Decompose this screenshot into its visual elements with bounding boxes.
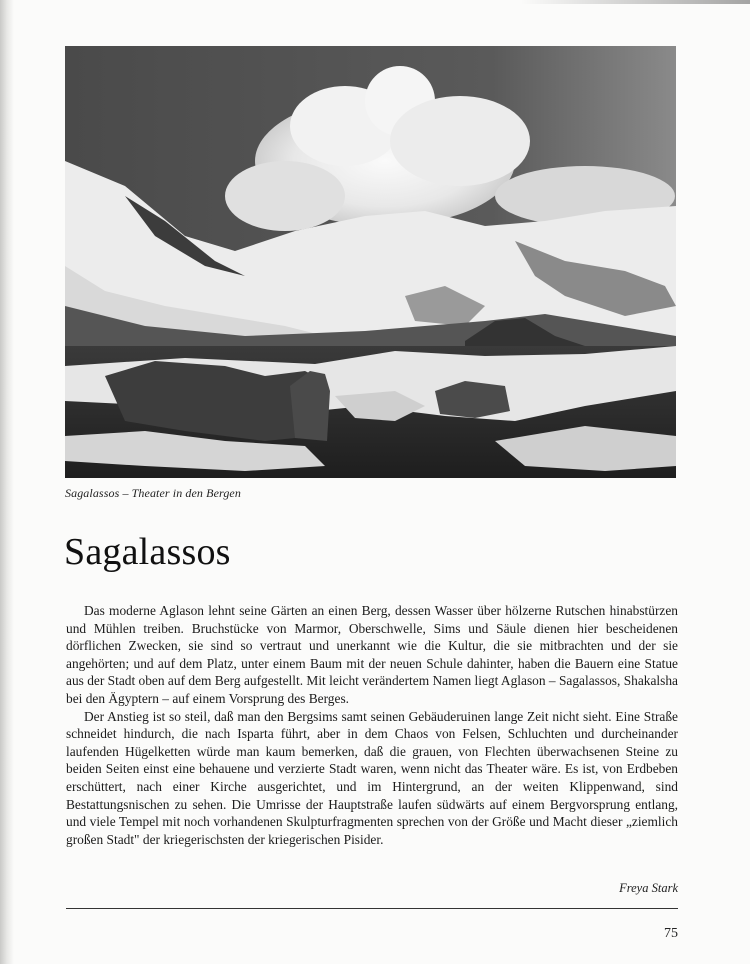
paragraph: Das moderne Aglason lehnt seine Gärten an einen Berg, dessen Wasser über hölzerne Rutschen hinabstürzen und Mühlen treiben. Bruchstücke von Marmor, Oberschwelle, Sims und Säule dienen hier bescheidenen dörflichen Zwecken, sie sind so vertraut und unerkannt wie die Kultur, die sie mitbrachten und der sie angehörten; und auf dem Platz, unter einem Baum mit der neuen Schule dahinter, haben die Bauern eine Statue aus der Stadt oben auf dem Berg aufgestellt. Mit leicht verändertem Namen liegt Aglason – Sagalassos, Shakalsha bei den Ägyptern – auf einem Vorsprung des Berges. (66, 603, 678, 706)
footer-divider (66, 908, 678, 909)
paragraph: Der Anstieg ist so steil, daß man den Bergsims samt seinen Gebäuderuinen lange Zeit nicht sieht. Eine Straße schneidet hindurch, die nach Isparta führt, aber in dem Chaos von Felsen, Schluchten und durcheinander laufenden Hügelketten würde man kaum bemerken, daß die grauen, von Flechten überwachsenen Steine zu beiden Seiten einst eine behauene und verzierte Stadt waren, wenn nicht das Theater wäre. Es ist, von Erdbeben erschüttert, nach einer Kirche ausgerichtet, und im Hintergrund, an der weiten Klippenwand, sind Bestattungsnischen zu sehen. Die Umrisse der Hauptstraße laufen südwärts auf einem Bergvorsprung entlang, und viele Tempel mit noch vorhandenen Skulpturfragmenten sprechen von der Größe und Macht dieser „ziemlich großen Stadt" der kriegerischsten der kriegerischen Pisider. (66, 708, 678, 847)
article-title: Sagalassos (64, 531, 231, 573)
photograph-image-icon (65, 46, 676, 478)
article-body (66, 602, 678, 848)
page-number: 75 (664, 926, 678, 941)
page-edge-shadow (520, 0, 750, 4)
book-spine-shadow (0, 0, 14, 964)
landscape-photograph (65, 46, 676, 478)
author-credit: Freya Stark (619, 881, 678, 895)
photo-caption: Sagalassos – Theater in den Bergen (65, 486, 241, 500)
